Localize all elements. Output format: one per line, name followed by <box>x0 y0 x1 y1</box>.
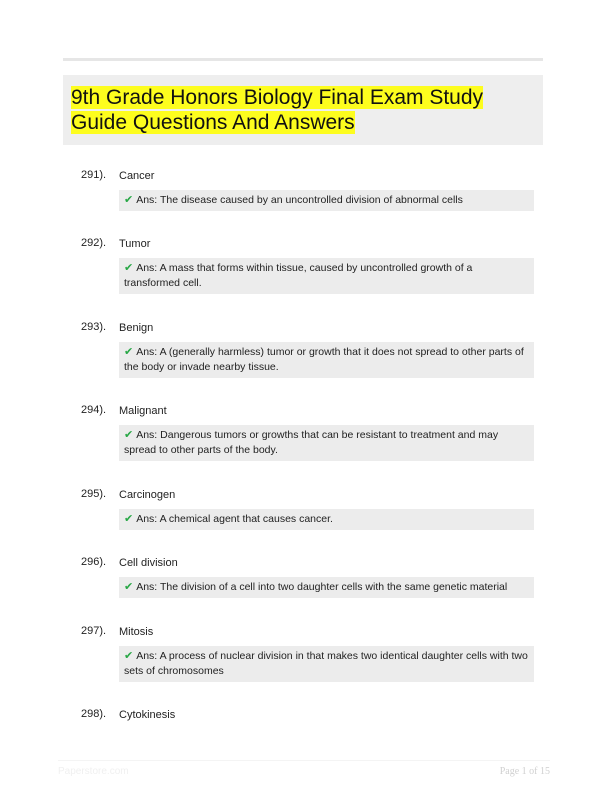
question-number: 294). <box>81 404 107 416</box>
question-term: Benign <box>119 322 154 334</box>
answer-prefix: Ans: <box>136 581 158 593</box>
checkmark-icon: ✔ <box>124 581 134 593</box>
footer-divider <box>58 760 550 761</box>
answer-text: A chemical agent that causes cancer. <box>159 513 333 525</box>
answer-prefix: Ans: <box>136 429 158 441</box>
checkmark-icon: ✔ <box>124 513 134 525</box>
question-term: Carcinogen <box>119 489 176 501</box>
question-number: 297). <box>81 625 107 637</box>
answer-box <box>119 190 534 211</box>
page-title-text: 9th Grade Honors Biology Final Exam Study Guide Questions And Answers <box>71 86 484 134</box>
checkmark-icon: ✔ <box>124 194 134 206</box>
answer-text: The division of a cell into two daughter cells with the same genetic material <box>159 581 508 593</box>
question-term: Cancer <box>119 170 155 182</box>
checkmark-icon: ✔ <box>124 346 134 358</box>
question-number: 296). <box>81 556 107 568</box>
checkmark-icon: ✔ <box>124 650 134 662</box>
title-banner <box>63 75 543 145</box>
answer-prefix: Ans: <box>136 650 158 662</box>
answer-prefix: Ans: <box>136 262 158 274</box>
answer-prefix: Ans: <box>136 346 158 358</box>
footer-watermark: Paperstore.com <box>58 766 129 777</box>
question-number: 298). <box>81 708 107 720</box>
question-term: Cell division <box>119 557 178 569</box>
answer-box <box>119 342 534 378</box>
question-number: 295). <box>81 488 107 500</box>
question-term: Tumor <box>119 238 151 250</box>
question-number: 293). <box>81 321 107 333</box>
checkmark-icon: ✔ <box>124 262 134 274</box>
top-divider <box>63 58 543 61</box>
answer-text: A (generally harmless) tumor or growth that it does not spread to other parts of the body or invade nearby tissue. <box>124 346 524 373</box>
answer-text: Dangerous tumors or growths that can be resistant to treatment and may spread to other parts of the body. <box>124 429 499 456</box>
question-term: Mitosis <box>119 626 154 638</box>
answer-text: A mass that forms within tissue, caused by uncontrolled growth of a transformed cell. <box>124 262 473 289</box>
question-term: Malignant <box>119 405 167 417</box>
checkmark-icon: ✔ <box>124 429 134 441</box>
answer-prefix: Ans: <box>136 194 158 206</box>
answer-text: A process of nuclear division in that makes two identical daughter cells with two sets of chromosomes <box>124 650 528 677</box>
answer-box <box>119 509 534 530</box>
question-term: Cytokinesis <box>119 709 176 721</box>
page-number: Page 1 of 15 <box>499 766 550 777</box>
answer-box <box>119 577 534 598</box>
answer-box <box>119 425 534 461</box>
answer-box <box>119 646 534 682</box>
answer-box <box>119 258 534 294</box>
answer-text: The disease caused by an uncontrolled division of abnormal cells <box>159 194 463 206</box>
answer-prefix: Ans: <box>136 513 158 525</box>
page-title <box>71 85 531 135</box>
question-number: 292). <box>81 237 107 249</box>
question-number: 291). <box>81 169 107 181</box>
